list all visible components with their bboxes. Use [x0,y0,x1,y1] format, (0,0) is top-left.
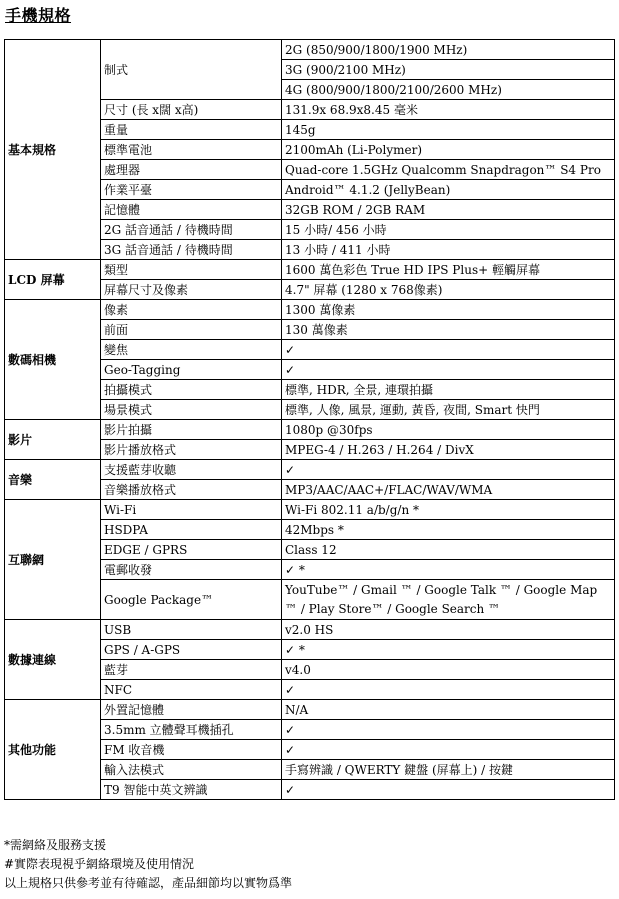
category-cell: 影片 [5,420,101,460]
spec-value: 1300 萬像素 [282,300,615,320]
category-cell: 數據連線 [5,620,101,700]
spec-label: 電郵收發 [101,560,282,580]
spec-value: ✓ [282,360,615,380]
spec-value: 13 小時 / 411 小時 [282,240,615,260]
spec-label: 影片播放格式 [101,440,282,460]
spec-label: 重量 [101,120,282,140]
spec-value: ✓ * [282,560,615,580]
spec-label: 場景模式 [101,400,282,420]
table-row [5,420,615,440]
spec-label: 記憶體 [101,200,282,220]
spec-label: 處理器 [101,160,282,180]
spec-value: v4.0 [282,660,615,680]
spec-value: 2100mAh (Li-Polymer) [282,140,615,160]
footnote: *需網絡及服務支援 [4,838,107,852]
spec-value: v2.0 HS [282,620,615,640]
table-row [5,620,615,640]
spec-value: MP3/AAC/AAC+/FLAC/WAV/WMA [282,480,615,500]
table-row [5,700,615,720]
category-cell: 互聯網 [5,500,101,620]
spec-value: 1600 萬色彩色 True HD IPS Plus+ 輕觸屏幕 [282,260,615,280]
footnote: #實際表現視乎網絡環境及使用情況 [4,857,195,871]
spec-value: 42Mbps * [282,520,615,540]
category-cell: 基本規格 [5,40,101,260]
spec-value: ✓ [282,460,615,480]
spec-label: USB [101,620,282,640]
spec-label: FM 收音機 [101,740,282,760]
spec-value: 3G (900/2100 MHz) [282,60,615,80]
spec-label: 3.5mm 立體聲耳機插孔 [101,720,282,740]
spec-label: T9 智能中英文辨識 [101,780,282,800]
category-cell: 數碼相機 [5,300,101,420]
spec-label: 制式 [101,40,282,100]
spec-value: ✓ [282,340,615,360]
spec-label: 外置記憶體 [101,700,282,720]
spec-value: Wi-Fi 802.11 a/b/g/n * [282,500,615,520]
spec-value: ✓ [282,740,615,760]
spec-value: 4.7" 屏幕 (1280 x 768像素) [282,280,615,300]
spec-value: ✓ [282,780,615,800]
spec-label: 音樂播放格式 [101,480,282,500]
spec-value: Quad-core 1.5GHz Qualcomm Snapdragon™ S4 Pro [282,160,615,180]
spec-label: Google Package™ [101,580,282,620]
spec-value: ✓ [282,720,615,740]
spec-value: MPEG-4 / H.263 / H.264 / DivX [282,440,615,460]
spec-label: GPS / A-GPS [101,640,282,660]
spec-value: 標準, HDR, 全景, 連環拍攝 [282,380,615,400]
spec-label: Geo-Tagging [101,360,282,380]
spec-label: 2G 話音通話 / 待機時間 [101,220,282,240]
spec-label: 支援藍芽收聽 [101,460,282,480]
spec-value: 15 小時/ 456 小時 [282,220,615,240]
spec-value: ✓ * [282,640,615,660]
spec-label: 標準電池 [101,140,282,160]
spec-value: 標準, 人像, 風景, 運動, 黃昏, 夜間, Smart 快門 [282,400,615,420]
spec-value: 4G (800/900/1800/2100/2600 MHz) [282,80,615,100]
table-row [5,460,615,480]
spec-value: N/A [282,700,615,720]
spec-label: 拍攝模式 [101,380,282,400]
spec-label: 屏幕尺寸及像素 [101,280,282,300]
spec-table [4,39,615,800]
spec-value: 32GB ROM / 2GB RAM [282,200,615,220]
table-row [5,40,615,60]
spec-label: 尺寸 (長 x闊 x高) [101,100,282,120]
spec-label: 3G 話音通話 / 待機時間 [101,240,282,260]
spec-label: 類型 [101,260,282,280]
spec-label: 變焦 [101,340,282,360]
spec-value: Android™ 4.1.2 (JellyBean) [282,180,615,200]
spec-value: ✓ [282,680,615,700]
spec-value: 手寫辨識 / QWERTY 鍵盤 (屏幕上) / 按鍵 [282,760,615,780]
spec-label: EDGE / GPRS [101,540,282,560]
spec-label: 像素 [101,300,282,320]
spec-value: 130 萬像素 [282,320,615,340]
footnotes [4,836,292,893]
category-cell: LCD 屏幕 [5,260,101,300]
spec-value: YouTube™ / Gmail ™ / Google Talk ™ / Google Map ™ / Play Store™ / Google Search ™ [282,580,615,620]
spec-value: Class 12 [282,540,615,560]
spec-label: 前面 [101,320,282,340]
spec-label: 作業平臺 [101,180,282,200]
table-row [5,500,615,520]
footnote: 以上規格只供參考並有待確認，產品細節均以實物爲準 [4,876,293,890]
spec-value: 145g [282,120,615,140]
page-title: 手機規格 [5,6,72,25]
spec-value: 131.9x 68.9x8.45 毫米 [282,100,615,120]
spec-label: Wi-Fi [101,500,282,520]
spec-value: 2G (850/900/1800/1900 MHz) [282,40,615,60]
spec-label: 藍芽 [101,660,282,680]
spec-label: HSDPA [101,520,282,540]
category-cell: 音樂 [5,460,101,500]
spec-value: 1080p @30fps [282,420,615,440]
spec-label: NFC [101,680,282,700]
table-row [5,260,615,280]
table-row [5,300,615,320]
spec-label: 影片拍攝 [101,420,282,440]
category-cell: 其他功能 [5,700,101,800]
spec-label: 輸入法模式 [101,760,282,780]
